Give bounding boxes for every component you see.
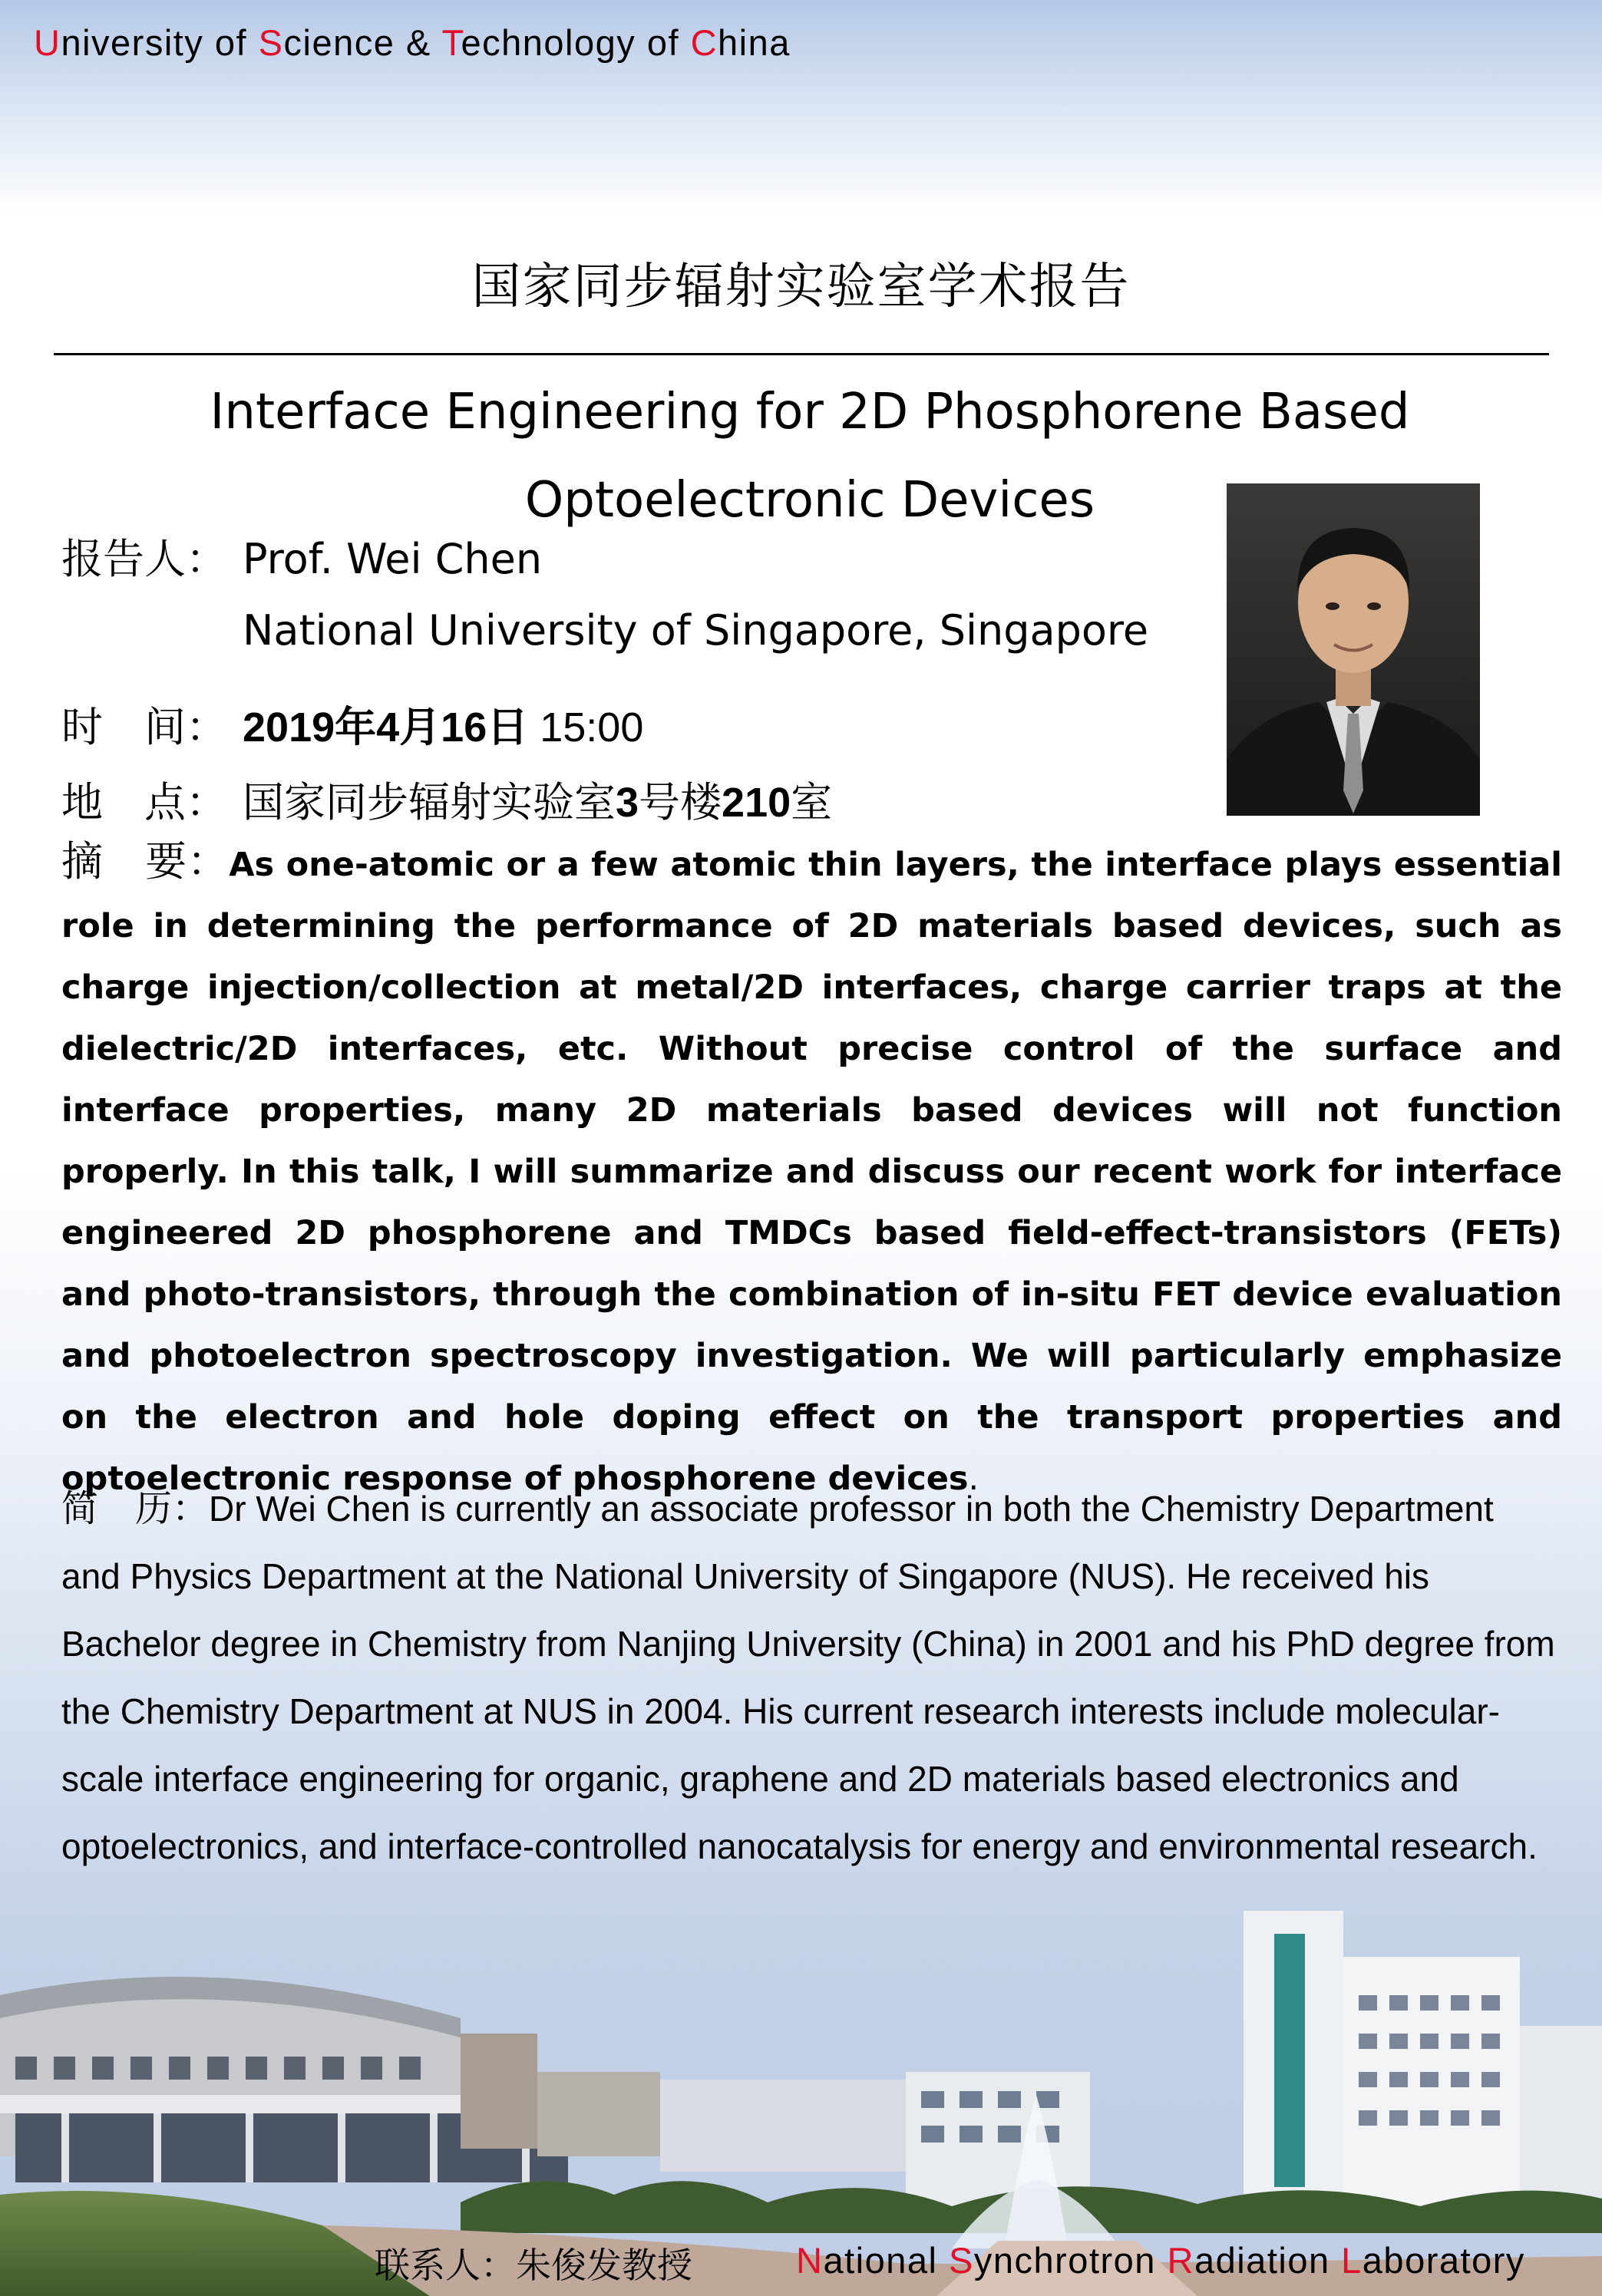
lab-text-1: ational bbox=[823, 2240, 950, 2281]
university-text-4: hina bbox=[718, 22, 791, 63]
location-row bbox=[61, 770, 832, 829]
lab-text-4: aboratory bbox=[1362, 2240, 1525, 2281]
lab-initial-s: S bbox=[949, 2240, 974, 2281]
abstract-label: 摘 要： bbox=[61, 837, 230, 886]
speaker-name: Prof. Wei Chen bbox=[243, 535, 543, 583]
talk-title-line-2: Optoelectronic Devices bbox=[524, 472, 1095, 529]
location-text-a: 国家同步辐射实验室 bbox=[243, 778, 616, 826]
title-divider bbox=[54, 353, 1549, 355]
speaker-portrait-image bbox=[1227, 483, 1480, 816]
speaker-row bbox=[61, 526, 542, 586]
university-initial-t: T bbox=[441, 22, 461, 63]
speaker-affiliation: National University of Singapore, Singapore bbox=[243, 606, 1149, 655]
location-room-number: 210 bbox=[722, 780, 791, 826]
speaker-label: 报告人： bbox=[61, 535, 227, 583]
lab-text-2: ynchrotron bbox=[973, 2240, 1168, 2281]
university-initial-c: C bbox=[690, 22, 718, 63]
campus-illustration bbox=[0, 1903, 1602, 2296]
lab-initial-n: N bbox=[796, 2240, 824, 2281]
university-initial-u: U bbox=[34, 22, 61, 63]
time-clock: 15:00 bbox=[528, 704, 644, 750]
time-row bbox=[61, 694, 643, 754]
location-building-number: 3 bbox=[616, 780, 639, 826]
abstract-text: As one-atomic or a few atomic thin layers, the interface plays essential role in determining the performance of 2D materials based devices, such as charge injection/collection at metal/2D interfaces, charge carrier traps at the dielectric/2D interfaces, etc. Without precise control of the surface and interface properties, many 2D materials based devices will not function properly. In this talk, I will summarize and discuss our recent work for interface engineered 2D phosphorene and TMDCs based field-effect-transistors (FETs) and photo-transistors, through the combination of in-situ FET device evaluation and photoelectron spectroscopy investigation. We will particularly emphasize on the electron and hole doping effect on the transport properties and optoelectronic response of phosphorene devices bbox=[61, 846, 1562, 1498]
location-text-c: 室 bbox=[791, 778, 833, 826]
university-text-1: niversity of bbox=[61, 22, 259, 63]
university-text-2: cience & bbox=[283, 22, 442, 63]
location-text-b: 号楼 bbox=[639, 778, 722, 826]
abstract-block bbox=[61, 831, 1562, 1509]
talk-title-line-1: Interface Engineering for 2D Phosphorene Based bbox=[210, 384, 1410, 440]
lab-seminar-title: 国家同步辐射实验室学术报告 bbox=[471, 259, 1131, 315]
time-label: 时 间： bbox=[61, 703, 227, 751]
lab-text-3: adiation bbox=[1194, 2240, 1342, 2281]
university-text-3: echnology of bbox=[461, 22, 691, 63]
university-header bbox=[34, 21, 791, 64]
bio-text: Dr Wei Chen is currently an associate professor in both the Chemistry Department and Physics Department at the National University of Singapore (NUS). He received his Bachelor degree in Chemistry from Nanjing University (China) in 2001 and his PhD degree from the Chemistry Department at NUS in 2004. His current research interests include molecular-scale interface engineering for organic, graphene and 2D materials based electronics and optoelectronics, and interface-controlled nanocatalysis for energy and environmental research. bbox=[61, 1489, 1555, 1866]
abstract-period: . bbox=[968, 1460, 979, 1498]
university-initial-s: S bbox=[258, 22, 284, 63]
location-label: 地 点： bbox=[61, 778, 227, 826]
bio-label: 简 历： bbox=[61, 1487, 210, 1530]
bio-block bbox=[61, 1475, 1558, 1880]
contact-person: 联系人：朱俊发教授 bbox=[375, 2245, 692, 2286]
lab-initial-l: L bbox=[1341, 2240, 1363, 2281]
lab-initial-r: R bbox=[1167, 2240, 1194, 2281]
lab-footer bbox=[796, 2239, 1525, 2281]
time-date: 2019年4月16日 bbox=[243, 704, 529, 750]
speaker-photo bbox=[1227, 483, 1480, 816]
